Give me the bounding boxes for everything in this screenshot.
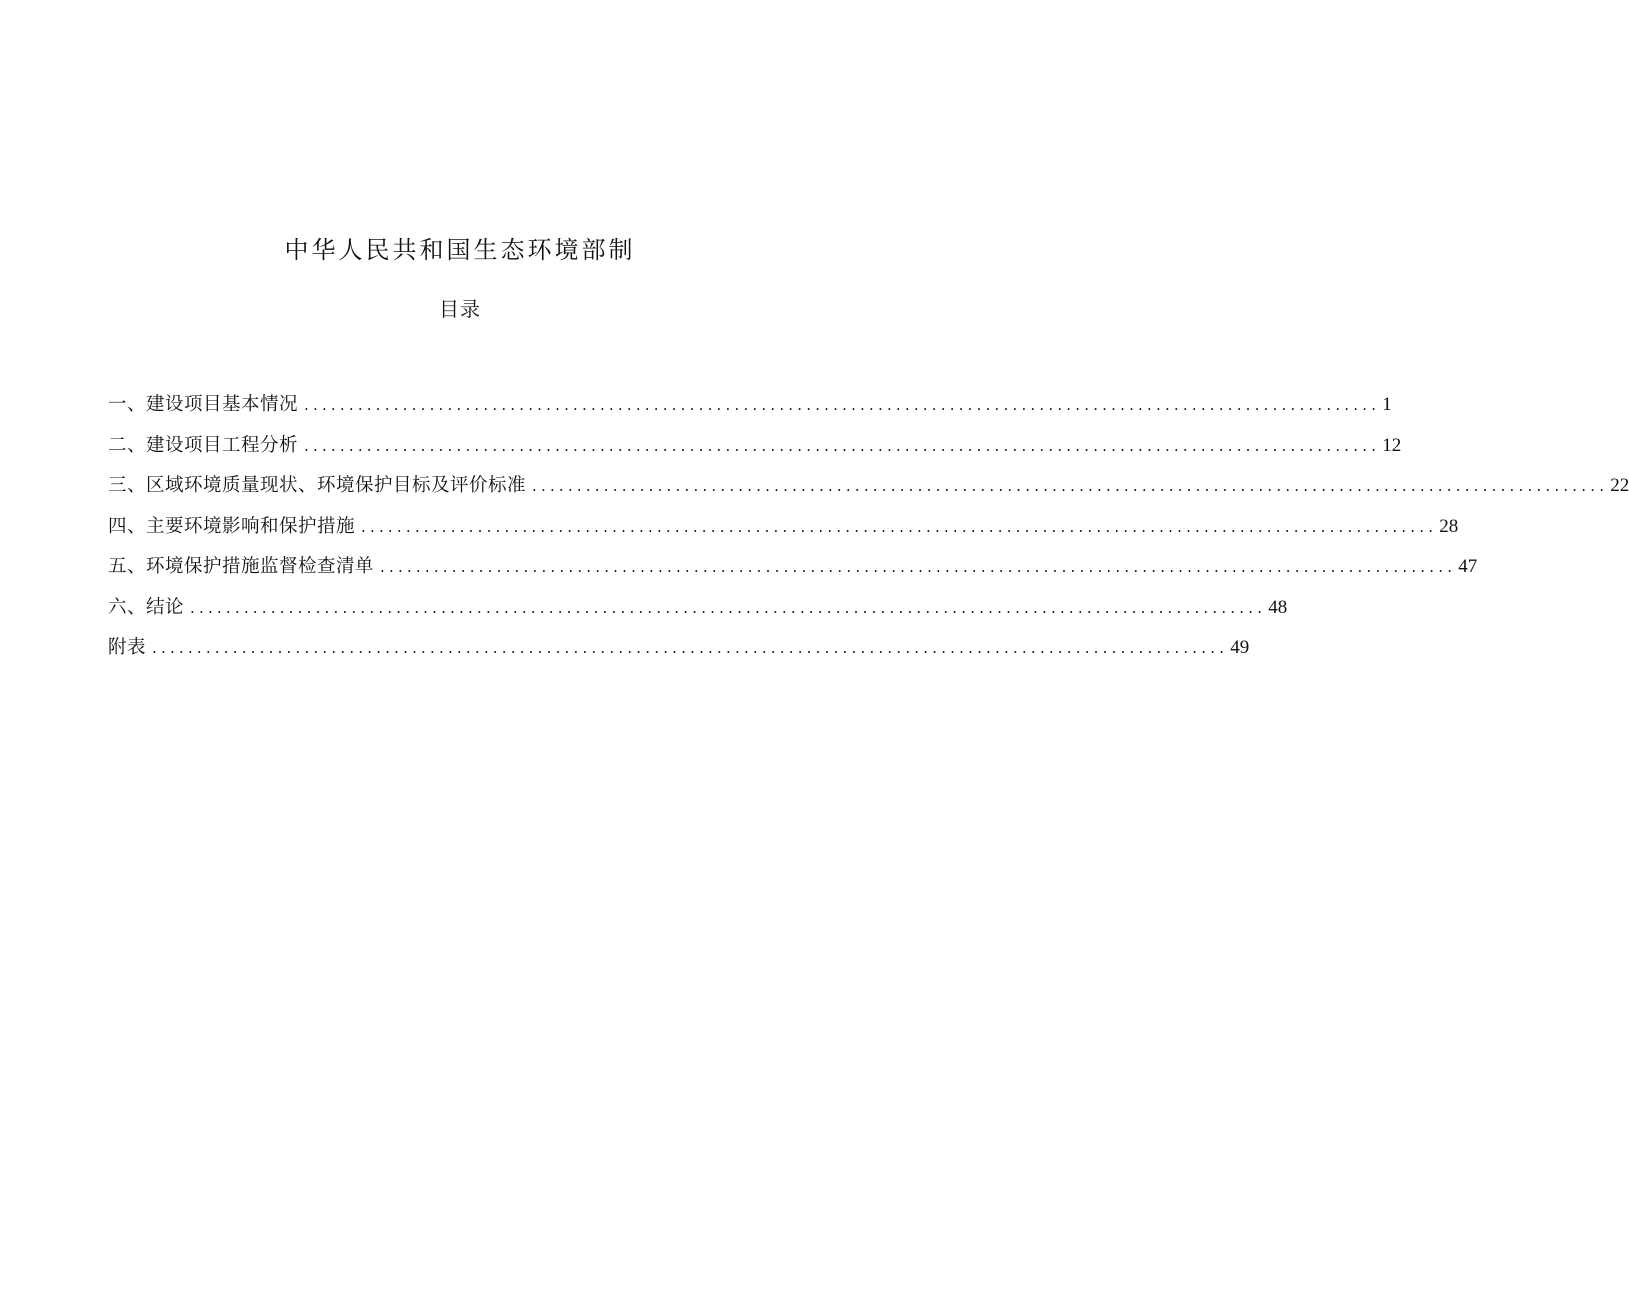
toc-dot-leader: ........................................................................................................................ [304,396,1381,414]
toc-entry-6[interactable] [108,588,1288,629]
toc-dot-leader: ........................................................................................................................ [304,436,1381,455]
toc-dot-leader: ........................................................................................................................ [361,517,1438,536]
table-of-contents [108,385,1629,669]
toc-entry-5[interactable] [108,547,1478,588]
toc-entry-label: 一、建设项目基本情况 [108,394,299,415]
toc-entry-label: 三、区域环境质量现状、环境保护目标及评价标准 [108,475,527,496]
toc-page-number: 1 [1382,394,1392,415]
toc-entry-label: 附表 [108,637,147,658]
toc-dot-leader: ........................................................................................................................ [532,477,1609,495]
toc-page-number: 48 [1268,596,1288,618]
toc-page-number: 22 [1610,475,1629,496]
toc-entry-label: 二、建设项目工程分析 [108,434,299,456]
toc-entry-3[interactable] [108,466,1629,507]
toc-heading: 目录 [439,297,481,321]
toc-dot-leader: ........................................................................................................................ [152,639,1229,657]
toc-entry-label: 六、结论 [108,596,185,618]
toc-page-number: 12 [1382,434,1402,456]
toc-entry-7[interactable] [108,628,1250,669]
toc-page-number: 28 [1439,515,1459,537]
toc-page-number: 49 [1230,637,1250,658]
toc-entry-4[interactable] [108,507,1459,548]
toc-entry-2[interactable] [108,426,1402,467]
toc-page-number: 47 [1458,556,1478,577]
toc-entry-1[interactable] [108,385,1392,426]
toc-dot-leader: ........................................................................................................................ [190,598,1267,617]
toc-entry-label: 五、环境保护措施监督检查清单 [108,556,375,577]
toc-dot-leader: ........................................................................................................................ [380,558,1457,576]
issuer-title: 中华人民共和国生态环境部制 [284,236,636,264]
toc-entry-label: 四、主要环境影响和保护措施 [108,515,356,537]
